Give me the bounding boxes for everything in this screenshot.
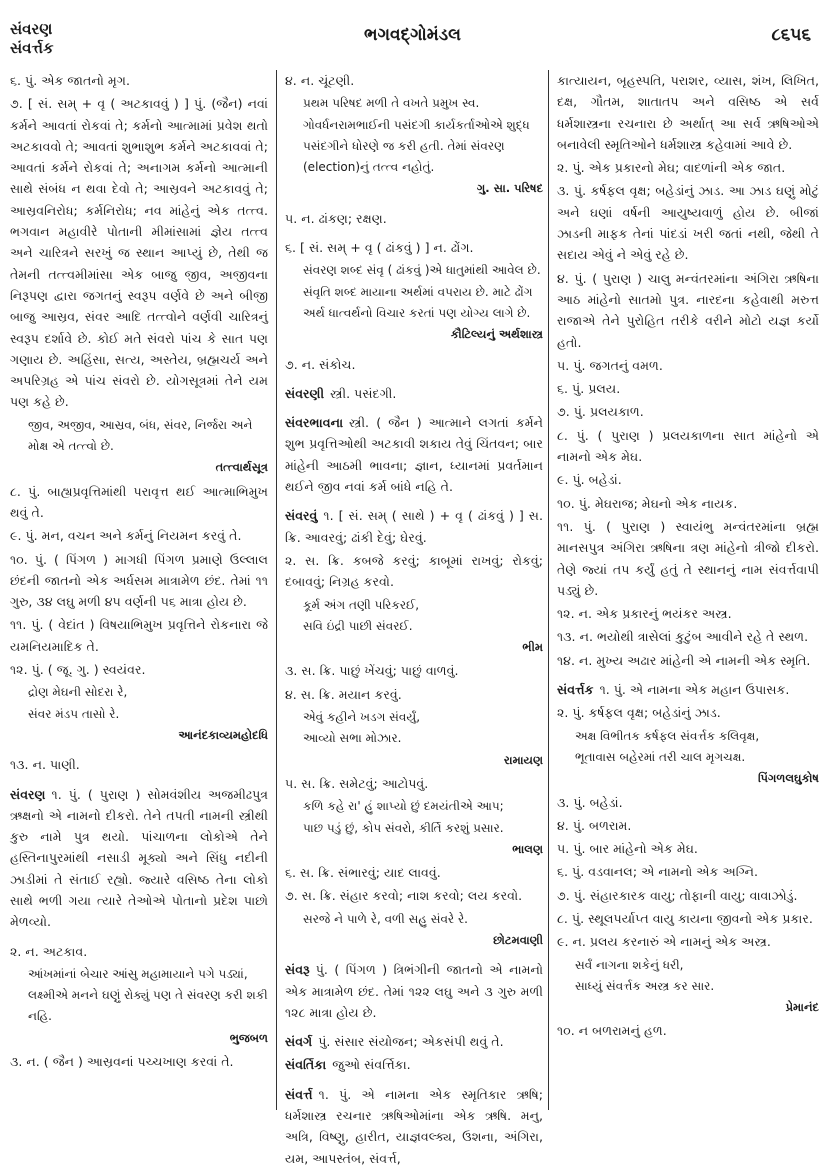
quote-line: ભૂતાવાસ બહેરમાં તરી ચાલ મૃગચક્ષ. <box>575 749 746 764</box>
definition-text: ૬. પું. વડવાનલ; એ નામનો એક અગ્નિ. <box>557 864 758 880</box>
definition-text: પું. ( પિંગળ ) ત્રિભંગીની જાતનો એ નામનો એક માત્રામેળ છંદ. તેમાં ૧૨૨ લઘુ અને ૩ ગુરુ મળી ૧૨૮ માત્રા હોય છે. <box>285 962 543 1020</box>
dictionary-entry <box>285 383 543 404</box>
dictionary-entry <box>557 626 819 647</box>
citation-source: ભુજબળ <box>229 1030 268 1045</box>
dictionary-entry <box>10 784 268 933</box>
citation-quote <box>303 707 543 771</box>
dictionary-entry <box>10 93 268 412</box>
citation-source: રામાયણ <box>503 752 543 767</box>
definition-text: સ્ત્રી. ( જૈન ) આત્માને લગતાં કર્મને શુભ પ્રવૃત્તિઓથી અટકાવી શકાય તેવું ચિંતવન; બાર માંહેની આઠમી ભાવના; જ્ઞાન, ધ્યાનમાં પ્રવર્તમાન થઈને જીવ નવાં કર્મ બાંધે નહિ તે. <box>285 415 543 495</box>
definition-text: ૩. ન. ( જૈન ) આસ્રવનાં પચ્ચખાણ કરવાં તે. <box>10 1054 234 1070</box>
headword: સંવરણી <box>285 385 325 401</box>
definition-text: ૫. સ. ક્રિ. સમેટવું; આટોપવું. <box>285 775 429 791</box>
column-2 <box>276 70 543 1166</box>
quote-line: જીવ, અજીવ, આસ્રવ, બંધ, સંવર, નિર્જરા અને મોક્ષ એ તત્ત્વો છે. <box>28 417 253 454</box>
definition-text: ૧૪. ન. મુખ્ય અઢાર માંહેની એ નામની એક સ્મૃતિ. <box>557 652 811 668</box>
dictionary-entry <box>557 378 819 399</box>
definition-text: ૩. પું. બહેડાં. <box>557 794 623 810</box>
dictionary-entry <box>557 838 819 859</box>
citation-quote <box>28 415 268 479</box>
definition-text: ૧૧. પું. ( વેદાંત ) વિષયાભિમુખ પ્રવૃત્તિને રોકનારા જે યમનિયમાદિક તે. <box>10 617 268 654</box>
dictionary-entry <box>285 354 543 375</box>
page-number: ૮૬૫૬ <box>771 25 811 45</box>
dictionary-entry <box>285 550 543 593</box>
dictionary-entry <box>10 754 268 775</box>
definition-text: જુઓ સંવર્ત્તિકા. <box>332 1057 411 1073</box>
definition-text: ૬. પું. પ્રલય. <box>557 381 621 397</box>
guide-word-last: સંવર્ત્તક <box>10 39 54 57</box>
definition-text: ૮. પું. બાહ્યપ્રવૃત્તિમાંથી પરાવૃત્ત થઈ આત્માભિમુખ થવું તે. <box>10 483 268 520</box>
dictionary-entry <box>557 70 819 155</box>
dictionary-entry <box>557 469 819 490</box>
headword: સંવરણ <box>10 786 46 802</box>
dictionary-entry <box>285 959 543 1023</box>
quote-line: સંવર મંડપ તાસો રે. <box>28 706 120 721</box>
definition-text: ૨. સ. ક્રિ. કબજે કરવું; કાબૂમાં રાખવું; રોકવું; દબાવવું; નિગ્રહ કરવો. <box>285 552 543 590</box>
dictionary-entry <box>557 493 819 514</box>
headword: સંવરભાવના <box>285 415 344 431</box>
definition-text: ૯. પું. બહેડાં. <box>557 472 622 488</box>
dictionary-entry <box>557 355 819 376</box>
definition-text: ૧૦. ન બળરામનું હળ. <box>557 1023 667 1039</box>
citation-quote <box>28 682 268 746</box>
headword: સંવર્તિકા <box>285 1057 327 1073</box>
definition-text: ૯. પું. મન, વચન અને કર્મનું નિયમન કરવું તે. <box>10 528 242 544</box>
dictionary-entry <box>557 603 819 624</box>
dictionary-entry <box>285 1054 543 1075</box>
dictionary-entry <box>285 684 543 705</box>
definition-text: ૭. પું. પ્રલયકાળ. <box>557 404 644 420</box>
definition-text: ૪. ન. ચૂંટણી. <box>285 73 355 88</box>
citation-source: છોટમવાણી <box>493 932 543 947</box>
quote-line: કળિ કહે રા' હું શાપ્યો છું દમયંતીએ આપ; <box>303 799 504 814</box>
citation-source: ભાલણ <box>512 841 543 856</box>
dictionary-entry <box>557 425 819 468</box>
dictionary-entry <box>285 505 543 548</box>
definition-text: ૧૨. ન. એક પ્રકારનું ભયંકર અસ્ત્ર. <box>557 606 732 622</box>
definition-text: ૫. ન. ઢાંકણ; રક્ષણ. <box>285 210 387 226</box>
dictionary-entry <box>557 679 819 700</box>
quote-line: પાછ પડું છું, કોપ સંવરો, કીર્તિ કરશું પ્રસાર. <box>303 820 504 835</box>
definition-text: ૭. સ. ક્રિ. સંહાર કરવો; નાશ કરવો; લય કરવો. <box>285 888 523 904</box>
definition-text: ૪. પું. બળરામ. <box>557 817 632 833</box>
citation-source: આનંદકાવ્યમહોદધિ <box>178 727 268 742</box>
dictionary-entry <box>285 208 543 229</box>
quote-line: અક્ષ વિભીતક કર્ષફલ સંવર્ત્તક કલિવૃક્ષ, <box>575 728 760 743</box>
dictionary-entry <box>10 525 268 546</box>
definition-text: ૬. [ સં. સમ્ + વૃ ( ઢાંકવું ) ] ન. ઢોંગ. <box>285 240 474 256</box>
dictionary-entry <box>557 650 819 671</box>
dictionary-entry <box>285 1031 543 1052</box>
dictionary-entry <box>10 70 268 91</box>
definition-text: ૧. પું. એ નામના એક સ્મૃતિકાર ઋષિ; ધર્મશાસ્ત્ર રચનાર ઋષિઓમાંના એક ઋષિ. મનુ, અત્રિ, વિષ્ણુ, હારીત, યાજ્ઞવલ્ક્ય, ઉશના, અંગિરા, યમ, આપસ્તંબ, સંવર્ત્ત, <box>285 1086 543 1166</box>
column-1 <box>10 70 268 1110</box>
definition-text: કાત્યાયન, બૃહસ્પતિ, પરાશર, વ્યાસ, શંખ, લિખિત, દક્ષ, ગૌતમ, શાતાતપ અને વસિષ્ઠ એ સર્વ ધર્મશાસ્ત્રના રચનારા છે અર્થાત્ આ સર્વ ઋષિઓએ બનાવેલી સ્મૃતિઓને ધર્મશાસ્ત્ર કહેવામાં આવે છે. <box>557 73 819 152</box>
definition-text: ૨. પું. કર્ષફલ વૃક્ષ; બહેડાંનું ઝાડ. <box>557 705 721 721</box>
guide-word-first: સંવરણ <box>10 20 53 38</box>
dictionary-entry <box>557 908 819 929</box>
dictionary-entry <box>557 931 819 952</box>
definition-text: ૭. પું. સંહારકારક વાયુ; તોફાની વાયુ; વાવાઝોડું. <box>557 887 798 903</box>
column-3 <box>548 70 819 1110</box>
headword: સંવરૂ <box>285 962 310 978</box>
definition-text: ૪. સ. ક્રિ. મયાન કરવું. <box>285 686 402 702</box>
definition-text: ૬. પું. એક જાતનો મૃગ. <box>10 73 130 88</box>
citation-source: તત્ત્વાર્થસૂત્ર <box>215 460 268 475</box>
definition-text: ૬. સ. ક્રિ. સંભારવું; યાદ લાવવું. <box>285 865 441 881</box>
dictionary-entry <box>285 412 543 497</box>
definition-text: સ્ત્રી. પસંદગી. <box>330 385 397 401</box>
quote-line: સવિ ઇંદ્રી પાછી સંવરઈ. <box>303 618 413 633</box>
citation-quote <box>303 595 543 659</box>
definition-text: ૫. પું. જગતનું વમળ. <box>557 357 663 373</box>
dictionary-entry <box>557 1020 819 1041</box>
definition-text: ૮. પું. સ્થૂલપર્યાપ્ત વાયુ કાયના જીવનો એક પ્રકાર. <box>557 910 813 926</box>
definition-text: ૧૩. ન. પાણી. <box>10 757 80 773</box>
headword: સંવર્ગ <box>285 1034 313 1050</box>
quote-line: પ્રથમ પરિષદ મળી તે વખતે પ્રમુખ સ્વ. ગોવર્ધનરામભાઈની પસંદગી કાર્યકર્તાઓએ શુદ્ધ પસંદગીને ધોરણે જ કરી હતી. તેમાં સંવરણ (election)નું તત્ત્વ નહોતું. <box>303 96 530 175</box>
headword: સંવર્ત્ત <box>285 1086 313 1102</box>
definition-text: ૩. પું. કર્ષફલ વૃક્ષ; બહેડાંનું ઝાડ. આ ઝાડ ઘણું મોટું અને ઘણાં વર્ષની આયુષ્યવાળું હોય છે. બીજાં ઝાડની માફક તેનાં પાંદડાં ખરી જતાં નથી, જેથી તે સદાય એવું ને એવું રહે છે. <box>557 183 819 263</box>
quote-line: દ્રોણ મેઘની સોદરા રે, <box>28 685 128 700</box>
definition-text: ૭. [ સં. સમ્ + વૃ ( અટકાવવું ) ] પું. (જૈન) નવાં કર્મને આવતાં રોકવાં તે; કર્મનો આત્મામાં પ્રવેશ થતો અટકાવવો તે; આવતાં શુભાશુભ કર્મને અટકાવવાં તે; આવતાં કર્મને રોકવાં તે; અનાગમ કર્મનો આત્માની સાથે સંબંધ ન થવા દેવો તે; આસ્રવને અટકાવવું તે; આસ્રવનિરોધ; કર્મનિરોધ; નવ માંહેનું એક તત્ત્વ. ભગવાન મહાવીરે પોતાની મીમાંસામાં જ્ઞેય તત્ત્વ અને ચારિત્રને સરખું જ સ્થાન આપ્યું છે, તેથી જ તેમની તત્ત્વમીમાંસા એક બાજુ જીવ, અજીવના નિરૂપણ દ્વારા જગતનું સ્વરૂપ વર્ણવે છે અને બીજી બાજુ આસ્રવ, સંવર આદિ તત્ત્વોને વર્ણવી ચારિત્રનું સ્વરૂપ દર્શાવે છે. કોઈ મતે સંવરો પાંચ કે સાત પણ ગણાય છે. અહિંસા, સત્ય, અસ્તેય, બ્રહ્મચર્ય અને અપરિગ્રહ એ પાંચ સંવરો છે. યોગસૂત્રમાં તેને યમ પણ કહે છે. <box>10 96 268 410</box>
dictionary-entry <box>10 941 268 962</box>
citation-source: પ્રેમાનંદ <box>785 1000 819 1015</box>
quote-line: આવ્યો સભા મોઝાર. <box>303 731 402 746</box>
quote-line: કૂર્મ અંગ તણી પરિકરઈ, <box>303 597 420 612</box>
dictionary-entry <box>285 773 543 794</box>
definition-text: ૧૧. પું. ( પુરાણ ) સ્વાયંભુ મન્વંતરમાંના બ્રહ્મ માનસપુત્ર અંગિરા ઋષિના ત્રણ માંહેનો ત્રીજો દીકરો. તેણે જ્યાં તપ કર્યું હતું તે સ્થાનનું નામ સંવર્ત્તવાપી પડ્યું છે. <box>557 518 819 598</box>
citation-quote <box>303 93 543 199</box>
dictionary-entry <box>557 401 819 422</box>
dictionary-entry <box>285 862 543 883</box>
dictionary-entry <box>10 481 268 524</box>
citation-quote <box>303 909 543 952</box>
headword: સંવર્ત્તક <box>557 682 594 698</box>
citation-quote <box>303 796 543 860</box>
dictionary-entry <box>285 237 543 258</box>
dictionary-entry <box>557 861 819 882</box>
dictionary-entry <box>285 70 543 91</box>
quote-line: સાધ્યું સંવર્ત્તક અસ્ત્ર કર સાર. <box>575 978 715 993</box>
definition-text: ૪. પું. ( પુરાણ ) ચાલુ મન્વંતરમાંના અંગિરા ઋષિના આઠ માંહેનો સાતમો પુત્ર. નારદના કહેવાથી મરુત્ત રાજાએ તેને પુરોહિત તરીકે વરીને મોટો યજ્ઞ કર્યો હતો. <box>557 270 819 350</box>
citation-source: કૌટિલ્યનું અર્થશાસ્ત્ર <box>450 327 543 342</box>
citation-quote <box>28 964 268 1049</box>
definition-text: ૧. પું. એ નામના એક મહાન ઉપાસક. <box>599 682 790 698</box>
dictionary-entry <box>10 1051 268 1072</box>
citation-source: ગુ. સા. પરિષદ <box>476 181 543 196</box>
dictionary-entry <box>557 885 819 906</box>
dictionary-entry <box>285 885 543 906</box>
dictionary-entry <box>557 792 819 813</box>
quote-line: એવું કહીને ખડગ સંવર્યું, <box>303 710 421 725</box>
headword: સંવરવું <box>285 508 318 524</box>
dictionary-entry <box>557 180 819 265</box>
definition-text: ૧૨. પું. ( જૂ. ગુ. ) સ્વયંવર. <box>10 662 146 678</box>
citation-quote <box>575 955 819 1019</box>
quote-line: સર્વં નાગના શકેનું ધરી, <box>575 957 684 972</box>
dictionary-entry <box>285 660 543 681</box>
definition-text: ૭. ન. સંકોચ. <box>285 356 356 372</box>
citation-source: પિંગળલઘુકોષ <box>757 771 819 786</box>
definition-text: ૫. પું. બાર માંહેનો એક મેઘ. <box>557 841 698 857</box>
definition-text: ૩. સ. ક્રિ. પાછું ખેંચવું; પાછું વાળવું. <box>285 663 459 679</box>
definition-text: ૧૦. પું. મેઘરાજ; મેઘનો એક નાયક. <box>557 495 738 511</box>
definition-text: ૧૦. પું. ( પિંગળ ) માગધી પિંગળ પ્રમાણે ઉલ્લાલ છંદની જાતનો એક અર્ધસમ માત્રામેળ છંદ. તેમાં ૧૧ ગુરુ, ૩૪ લઘુ મળી ૪૫ વર્ણની ૫૬ માત્રા હોય છે. <box>10 551 268 610</box>
definition-text: ૧૩. ન. ભયોથી ત્રાસેલાં કુટુંબ આવીને રહે તે સ્થળ. <box>557 629 809 645</box>
dictionary-entry <box>285 1084 543 1169</box>
definition-text: ૨. ન. અટકાવ. <box>10 943 88 959</box>
dictionary-entry <box>10 659 268 680</box>
definition-text: ૯. ન. પ્રલય કરનારું એ નામનું એક અસ્ત્ર. <box>557 934 771 950</box>
citation-quote <box>575 726 819 790</box>
quote-line: આંખમાંનાં બેચાર આંસુ મહામાયાને પગે પડ્યાં, લક્ષ્મીએ મનને ઘણું રોક્યું પણ તે સંવરણ કરી શકી નહિ. <box>28 966 268 1024</box>
dictionary-entry <box>557 516 819 601</box>
definition-text: ૨. પું. એક પ્રકારનો મેઘ; વાદળાંની એક જાત. <box>557 160 786 176</box>
dictionary-entry <box>557 815 819 836</box>
dictionary-entry <box>10 549 268 613</box>
definition-text: ૧. પું. ( પુરાણ ) સોમવંશીય અજમીઢપુત્ર ઋક્ષનો એ નામનો દીકરો. તેને તપતી નામની સ્ત્રીથી કુરુ નામે પુત્ર થયો. પાંચાળના લોકોએ તેને હસ્તિનાપુરમાંથી નસાડી મૂક્યો અને સિંધુ નદીની ઝાડીમાં તે સંતાઈ રહ્યો. જ્યારે વસિષ્ઠ તેના લોકો સાથે ભળી ગયા ત્યારે તેઓએ પોતાનો પ્રદેશ પાછો મેળવ્યો. <box>10 786 268 930</box>
definition-text: પું. સંસાર સંયોજન; એકસંપી થવું તે. <box>318 1034 504 1050</box>
quote-line: સંવરણ શબ્દ સંવૃ ( ઢાંકવું )એ ધાતુમાંથી આવેલ છે. સંવૃતિ શબ્દ માયાના અર્થમાં વપરાય છે. માટે ઢોંગ અર્થ ધાત્વર્થનો વિચાર કરતાં પણ યોગ્ય લાગે છે. <box>303 263 541 320</box>
dictionary-title: ભગવદ્ગોમંડલ <box>364 25 461 45</box>
dictionary-entry <box>10 614 268 657</box>
citation-quote <box>303 260 543 345</box>
definition-text: ૮. પું. ( પુરાણ ) પ્રલયકાળના સાત માંહેનો એ નામનો એક મેઘ. <box>557 427 819 465</box>
dictionary-entry <box>557 268 819 353</box>
definition-text: ૧. [ સં. સમ્ ( સાથે ) + વૃ ( ઢાંકવું ) ] સ. ક્રિ. આવરવું; ઢાંકી દેવું; ઘેરવું. <box>285 508 543 545</box>
quote-line: સરજે ને પાળે રે, વળી સહુ સંવરે રે. <box>303 911 468 926</box>
dictionary-entry <box>557 702 819 723</box>
dictionary-entry <box>557 157 819 178</box>
citation-source: ભીમ <box>522 640 543 655</box>
